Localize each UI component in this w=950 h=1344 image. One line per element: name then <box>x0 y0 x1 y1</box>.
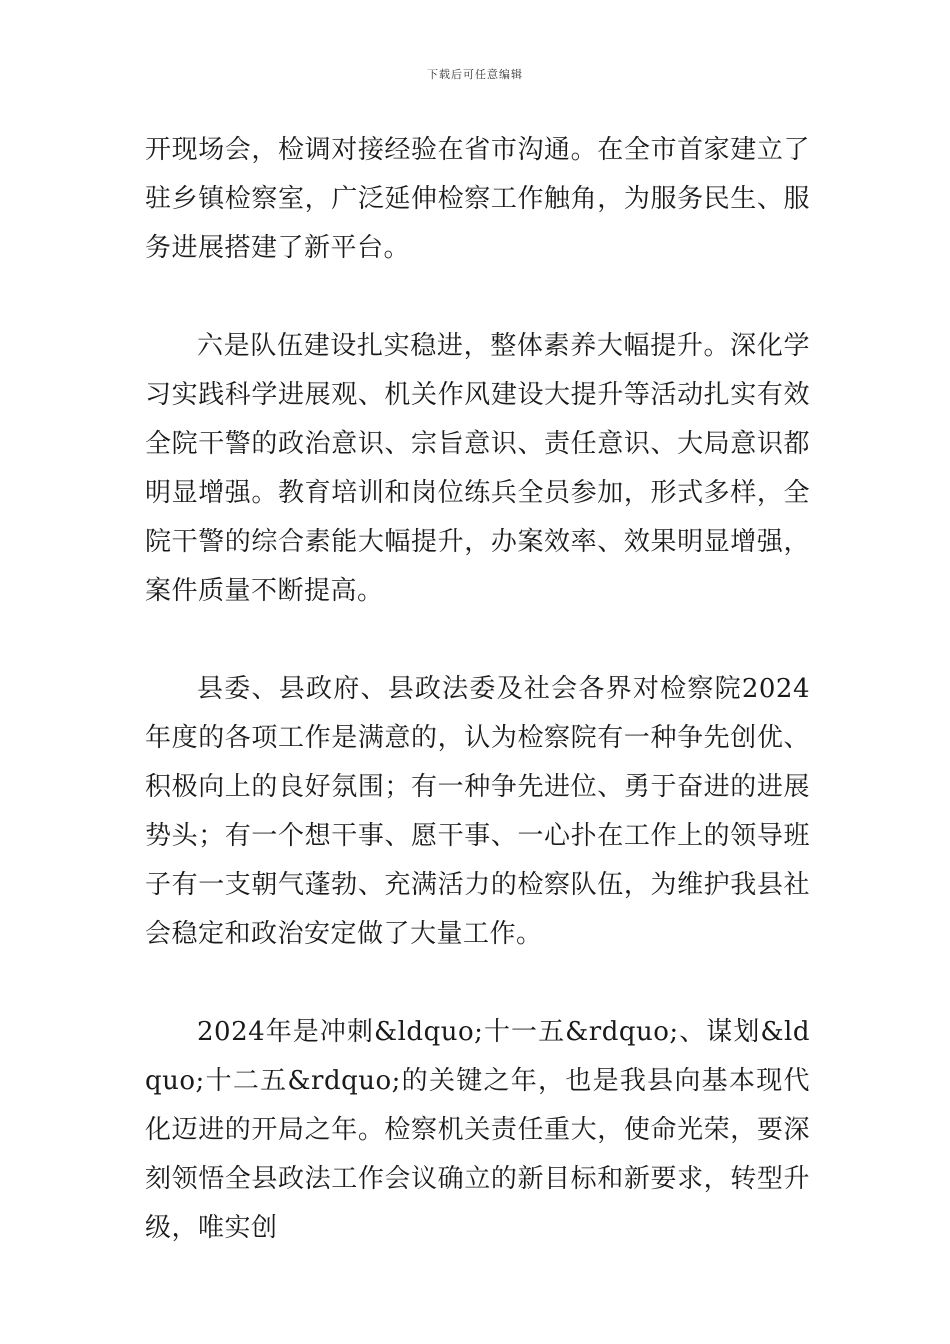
paragraph-4: 2024年是冲刺&ldquo;十一五&rdquo;、谋划&ldquo;十二五&rdquo;的关键之年，也是我县向基本现代化迈进的开局之年。检察机关责任重大，使命光荣，要深刻领悟全县政法工作会议确立的新目标和新要求，转型升级，唯实创 <box>145 1017 810 1243</box>
paragraph-gap <box>145 616 810 665</box>
paragraph-gap <box>145 273 810 322</box>
paragraph-2: 六是队伍建设扎实稳进，整体素养大幅提升。深化学习实践科学进展观、机关作风建设大提升等活动扎实有效全院干警的政治意识、宗旨意识、责任意识、大局意识都明显增强。教育培训和岗位练兵全员参加，形式多样，全院干警的综合素能大幅提升，办案效率、效果明显增强，案件质量不断提高。 <box>145 331 810 606</box>
paragraph-gap <box>145 959 810 1008</box>
document-body <box>145 126 810 1253</box>
paragraph-1: 开现场会，检调对接经验在省市沟通。在全市首家建立了驻乡镇检察室，广泛延伸检察工作触角，为服务民生、服务进展搭建了新平台。 <box>145 135 810 263</box>
page-header-note: 下载后可任意编辑 <box>427 68 523 81</box>
paragraph-3: 县委、县政府、县政法委及社会各界对检察院2024年度的各项工作是满意的，认为检察院有一种争先创优、积极向上的良好氛围；有一种争先进位、勇于奋进的进展势头；有一个想干事、愿干事、一心扑在工作上的领导班子有一支朝气蓬勃、充满活力的检察队伍，为维护我县社会稳定和政治安定做了大量工作。 <box>145 674 810 949</box>
